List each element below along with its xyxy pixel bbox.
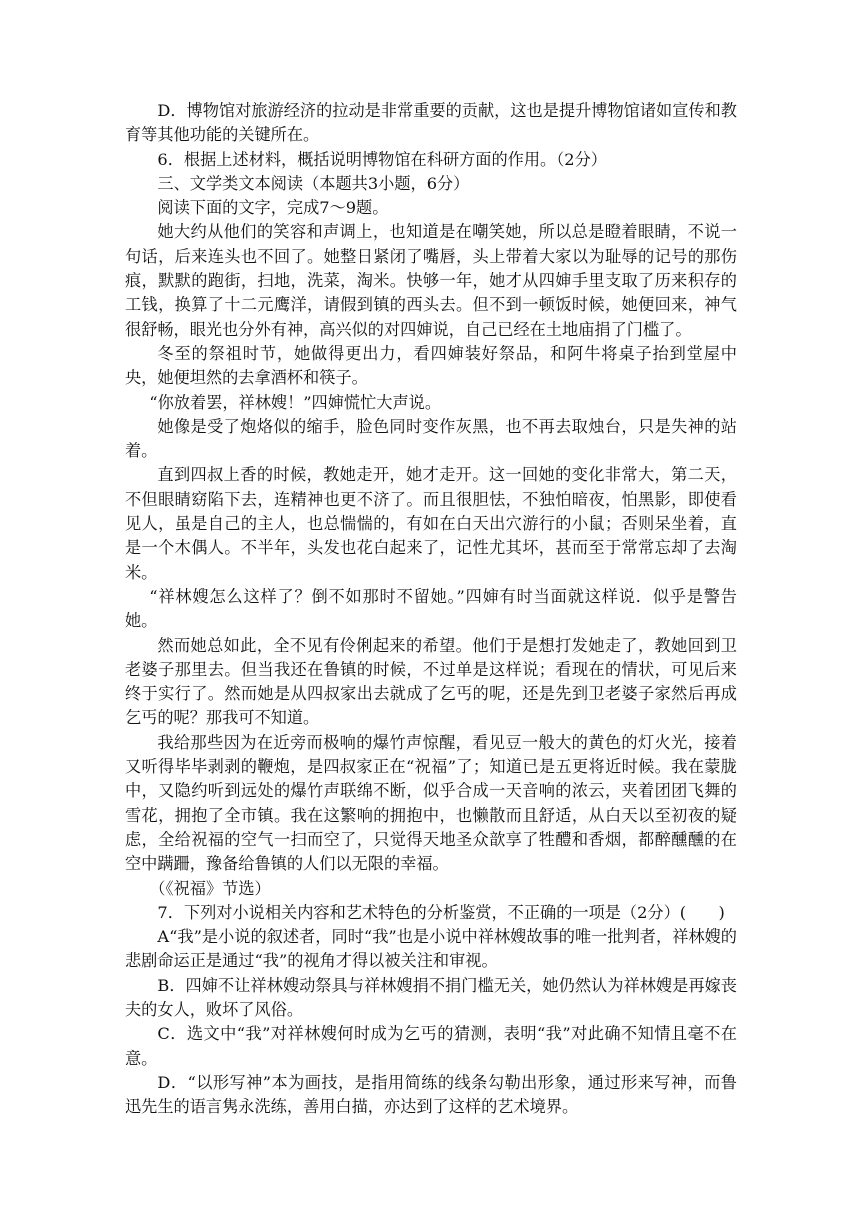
passage-dialogue: “你放着罢，祥林嫂！”四婶慌忙大声说。 [149,392,442,412]
passage-paragraph: 然而她总如此，全不见有伶俐起来的希望。他们于是想打发她走了，教她回到卫老婆子那里去。但当我还在鲁镇的时候，不过单是这样说；看现在的情状，可见后来终于实行了。然而她是从四叔家出去就成了乞丐的呢，还是先到卫老婆子家然后再成乞丐的呢？那我可不知道。 [125,635,737,728]
option-d: D．“以形写神”本为画技，是指用简练的线条勾勒出形象，通过形来写神，而鲁迅先生的语言隽永洗练，善用白描，亦达到了这样的艺术境界。 [125,1072,737,1117]
passage-source: （《祝福》节选） [149,878,271,898]
reading-instruction: 阅读下面的文字，完成7～9题。 [157,198,389,218]
document-page [125,99,737,1119]
option-b: B．四婶不让祥林嫂动祭具与祥林嫂捐不捐门槛无关，她仍然认为祥林嫂是再嫁丧夫的女人，败坏了风俗。 [125,975,737,1019]
section-heading: 三、文学类文本阅读（本题共3小题，6分） [157,173,470,193]
passage-paragraph: 她像是受了炮烙似的缩手，脸色同时变作灰黑，也不再去取烛台，只是失神的站着。 [125,416,737,461]
question-6: 6．根据上述材料，概括说明博物馆在科研方面的作用。（2分） [157,149,607,169]
passage-paragraph: 她大约从他们的笑容和声调上，也知道是在嘲笑她，所以总是瞪着眼睛，不说一句话，后来连头也不回了。她整日紧闭了嘴唇，头上带着大家以为耻辱的记号的那伤痕，默默的跑街，扫地，洗菜，淘米。快够一年，她才从四婶手里支取了历来积存的工钱，换算了十二元鹰洋，请假到镇的西头去。但不到一顿饭时候，她便回来，神气很舒畅，眼光也分外有神，高兴似的对四婶说，自己已经在土地庙捐了门槛了。 [125,222,737,339]
passage-paragraph: 直到四叔上香的时候，教她走开，她才走开。这一回她的变化非常大，第二天，不但眼睛窈陷下去，连精神也更不济了。而且很胆怯，不独怕暗夜，怕黑影，即使看见人，虽是自己的主人，也总惴惴的，有如在白天出穴游行的小鼠；否则呆坐着，直是一个木偶人。不半年，头发也花白起来了，记性尤其坏，甚而至于常常忘却了去淘米。 [125,465,737,582]
option-a: A“我”是小说的叙述者，同时“我”也是小说中祥林嫂故事的唯一批判者，祥林嫂的悲剧命运正是通过“我”的视角才得以被关注和审视。 [125,927,737,971]
passage-paragraph: 我给那些因为在近旁而极响的爆竹声惊醒，看见豆一般大的黄色的灯火光，接着又听得毕毕剥剥的鞭炮，是四叔家正在“祝福”了；知道已是五更将近时候。我在蒙胧中，又隐约听到远处的爆竹声联绵不断，似乎合成一天音响的浓云，夹着团团飞舞的雪花，拥抱了全市镇。我在这繁响的拥抱中，也懒散而且舒适，从白天以至初夜的疑虑，全给祝福的空气一扫而空了，只觉得天地圣众歆享了牲醴和香烟，都醉醺醺的在空中蹒跚，豫备给鲁镇的人们以无限的幸福。 [125,732,737,874]
passage-dialogue: “祥林嫂怎么这样了？倒不如那时不留她。”四婶有时当面就这样说．似乎是警告她。 [125,586,737,631]
question-7: 7．下列对小说相关内容和艺术特色的分析鉴赏，不正确的一项是（2分）( ) [157,902,725,922]
option-d-museum: D．博物馆对旅游经济的拉动是非常重要的贡献，这也是提升博物馆诸如宣传和教育等其他功能的关键所在。 [125,101,737,145]
option-c: C．选文中“我”对祥林嫂何时成为乞丐的猜测，表明“我”对此确不知情且毫不在意。 [125,1024,737,1068]
passage-paragraph: 冬至的祭祖时节，她做得更出力，看四婶装好祭品，和阿牛将桌子抬到堂屋中央，她便坦然的去拿酒杯和筷子。 [125,343,737,388]
